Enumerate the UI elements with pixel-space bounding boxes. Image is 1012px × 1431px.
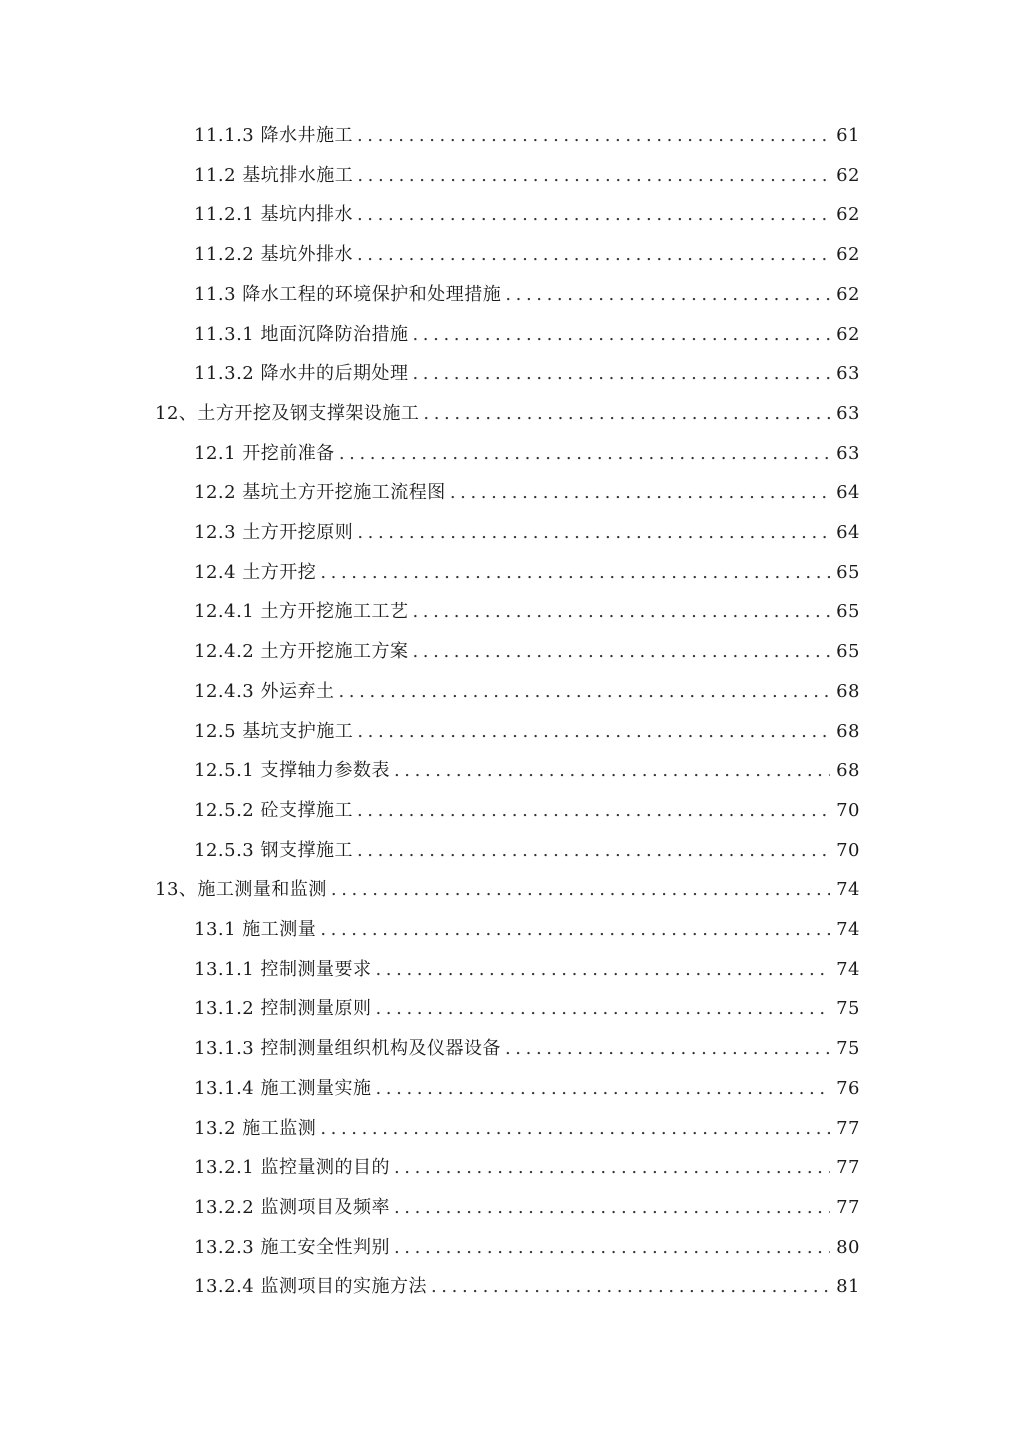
toc-entry-title: 12.4 土方开挖 bbox=[194, 561, 317, 583]
toc-entry-title: 11.2.1 基坑内排水 bbox=[194, 204, 353, 226]
toc-entry-page-number: 62 bbox=[836, 323, 860, 345]
toc-entry-title: 12.4.3 外运弃土 bbox=[194, 680, 335, 702]
toc-entry-page-number: 74 bbox=[836, 919, 860, 940]
toc-dot-leader bbox=[338, 672, 830, 712]
toc-entry-page-number: 62 bbox=[836, 244, 860, 266]
toc-entry[interactable] bbox=[194, 195, 860, 235]
toc-dot-leader bbox=[320, 553, 830, 593]
toc-entry-title: 12.5.2 砼支撑施工 bbox=[194, 799, 353, 821]
toc-entry-title: 13.2.4 监测项目的实施方法 bbox=[194, 1276, 427, 1298]
toc-entry-title: 12.5 基坑支护施工 bbox=[194, 720, 354, 742]
toc-dot-leader bbox=[357, 235, 830, 275]
toc-entry[interactable] bbox=[155, 870, 860, 910]
toc-dot-leader bbox=[375, 1069, 830, 1109]
toc-entry-page-number: 62 bbox=[836, 204, 860, 226]
toc-entry[interactable] bbox=[194, 751, 860, 791]
toc-entry-title: 12、土方开挖及钢支撑架设施工 bbox=[155, 402, 420, 424]
toc-entry[interactable] bbox=[194, 354, 860, 394]
toc-entry[interactable] bbox=[194, 1029, 860, 1069]
toc-entry[interactable] bbox=[194, 910, 860, 950]
toc-entry-page-number: 80 bbox=[836, 1236, 860, 1258]
toc-entry-title: 12.4.1 土方开挖施工工艺 bbox=[194, 601, 409, 623]
toc-dot-leader bbox=[357, 712, 830, 752]
toc-dot-leader bbox=[394, 751, 830, 791]
toc-entry-page-number: 63 bbox=[836, 442, 860, 464]
toc-entry[interactable] bbox=[194, 712, 860, 752]
toc-entry-title: 13.2.2 监测项目及频率 bbox=[194, 1196, 390, 1218]
toc-entry-title: 11.1.3 降水井施工 bbox=[194, 125, 353, 146]
toc-entry[interactable] bbox=[194, 156, 860, 196]
toc-entry-page-number: 77 bbox=[836, 1157, 860, 1179]
toc-entry[interactable] bbox=[194, 1148, 860, 1188]
toc-dot-leader bbox=[375, 950, 830, 990]
toc-entry[interactable] bbox=[194, 1069, 860, 1109]
toc-entry[interactable] bbox=[194, 434, 860, 474]
toc-entry[interactable] bbox=[194, 791, 860, 831]
toc-entry-title: 12.5.1 支撑轴力参数表 bbox=[194, 760, 390, 782]
toc-entry-page-number: 61 bbox=[836, 125, 860, 146]
toc-entry[interactable] bbox=[194, 553, 860, 593]
toc-entry-title: 12.3 土方开挖原则 bbox=[194, 522, 354, 543]
toc-dot-leader bbox=[357, 116, 830, 156]
toc-entry[interactable] bbox=[155, 394, 860, 434]
toc-dot-leader bbox=[412, 632, 830, 672]
toc-entry-page-number: 63 bbox=[836, 402, 860, 424]
toc-entry[interactable] bbox=[194, 235, 860, 275]
toc-entry-page-number: 68 bbox=[836, 680, 860, 702]
toc-entry-page-number: 65 bbox=[836, 561, 860, 583]
toc-entry-page-number: 68 bbox=[836, 760, 860, 782]
toc-entry-title: 13.2 施工监测 bbox=[194, 1117, 317, 1139]
toc-entry-page-number: 65 bbox=[836, 601, 860, 623]
toc-entry-page-number: 74 bbox=[836, 958, 860, 980]
toc-entry-page-number: 75 bbox=[836, 1038, 860, 1060]
toc-dot-leader bbox=[375, 989, 830, 1029]
toc-entry-title: 11.2 基坑排水施工 bbox=[194, 164, 354, 186]
toc-entry-title: 13.1.3 控制测量组织机构及仪器设备 bbox=[194, 1038, 501, 1060]
toc-entry-title: 13.2.3 施工安全性判别 bbox=[194, 1236, 390, 1258]
toc-entry[interactable] bbox=[194, 672, 860, 712]
toc-entry-title: 11.3.2 降水井的后期处理 bbox=[194, 363, 409, 385]
toc-dot-leader bbox=[394, 1188, 830, 1228]
toc-dot-leader bbox=[431, 1267, 830, 1307]
toc-entry-page-number: 77 bbox=[836, 1196, 860, 1218]
toc-dot-leader bbox=[394, 1228, 830, 1268]
toc-dot-leader bbox=[320, 910, 830, 950]
toc-entry[interactable] bbox=[194, 315, 860, 355]
toc-dot-leader bbox=[412, 592, 830, 632]
toc-entry-page-number: 64 bbox=[836, 522, 860, 543]
toc-entry[interactable] bbox=[194, 473, 860, 513]
toc-dot-leader bbox=[505, 1029, 830, 1069]
toc-entry[interactable] bbox=[194, 950, 860, 990]
toc-entry-page-number: 81 bbox=[836, 1276, 860, 1298]
toc-entry-title: 13.1.2 控制测量原则 bbox=[194, 998, 372, 1020]
toc-entry-title: 13、施工测量和监测 bbox=[155, 879, 327, 901]
toc-entry-title: 12.2 基坑土方开挖施工流程图 bbox=[194, 482, 446, 504]
toc-entry-title: 13.1 施工测量 bbox=[194, 919, 317, 940]
toc-entry-page-number: 62 bbox=[836, 283, 860, 305]
toc-dot-leader bbox=[357, 195, 830, 235]
toc-entry-page-number: 62 bbox=[836, 164, 860, 186]
toc-entry-title: 13.2.1 监控量测的目的 bbox=[194, 1157, 390, 1179]
toc-dot-leader bbox=[331, 870, 830, 910]
toc-entry-title: 11.3 降水工程的环境保护和处理措施 bbox=[194, 283, 502, 305]
toc-dot-leader bbox=[320, 1109, 830, 1149]
toc-entry-page-number: 70 bbox=[836, 839, 860, 861]
toc-entry-page-number: 77 bbox=[836, 1117, 860, 1139]
toc-entry-title: 12.5.3 钢支撑施工 bbox=[194, 839, 353, 861]
toc-dot-leader bbox=[412, 354, 830, 394]
toc-dot-leader bbox=[357, 831, 830, 871]
toc-dot-leader bbox=[423, 394, 830, 434]
toc-entry-title: 11.2.2 基坑外排水 bbox=[194, 244, 353, 266]
toc-dot-leader bbox=[357, 513, 830, 553]
toc-entry-page-number: 70 bbox=[836, 799, 860, 821]
toc-dot-leader bbox=[339, 434, 830, 474]
toc-entry-page-number: 68 bbox=[836, 720, 860, 742]
toc-entry-title: 13.1.4 施工测量实施 bbox=[194, 1077, 372, 1099]
toc-dot-leader bbox=[394, 1148, 830, 1188]
toc-entry-page-number: 64 bbox=[836, 482, 860, 504]
toc-entry-title: 12.4.2 土方开挖施工方案 bbox=[194, 641, 409, 663]
toc-entry-page-number: 76 bbox=[836, 1077, 860, 1099]
toc-entry-page-number: 75 bbox=[836, 998, 860, 1020]
toc-entry[interactable] bbox=[194, 831, 860, 871]
toc-dot-leader bbox=[412, 315, 830, 355]
toc-entry[interactable] bbox=[194, 513, 860, 553]
toc-dot-leader bbox=[357, 156, 830, 196]
toc-entry[interactable] bbox=[194, 989, 860, 1029]
toc-entry-title: 13.1.1 控制测量要求 bbox=[194, 958, 372, 980]
toc-entry[interactable] bbox=[194, 275, 860, 315]
toc-entry[interactable] bbox=[194, 632, 860, 672]
toc-entry[interactable] bbox=[194, 116, 860, 156]
toc-dot-leader bbox=[505, 275, 830, 315]
toc-dot-leader bbox=[357, 791, 830, 831]
toc-dot-leader bbox=[450, 473, 830, 513]
toc-entry-page-number: 65 bbox=[836, 641, 860, 663]
toc-entry[interactable] bbox=[194, 1267, 860, 1307]
toc-entry-title: 12.1 开挖前准备 bbox=[194, 442, 335, 464]
toc-entry[interactable] bbox=[194, 1188, 860, 1228]
toc-entry-page-number: 74 bbox=[836, 879, 860, 901]
toc-entry-page-number: 63 bbox=[836, 363, 860, 385]
toc-entry[interactable] bbox=[194, 592, 860, 632]
toc-entry[interactable] bbox=[194, 1109, 860, 1149]
toc-entry-title: 11.3.1 地面沉降防治措施 bbox=[194, 323, 409, 345]
toc-entry[interactable] bbox=[194, 1228, 860, 1268]
